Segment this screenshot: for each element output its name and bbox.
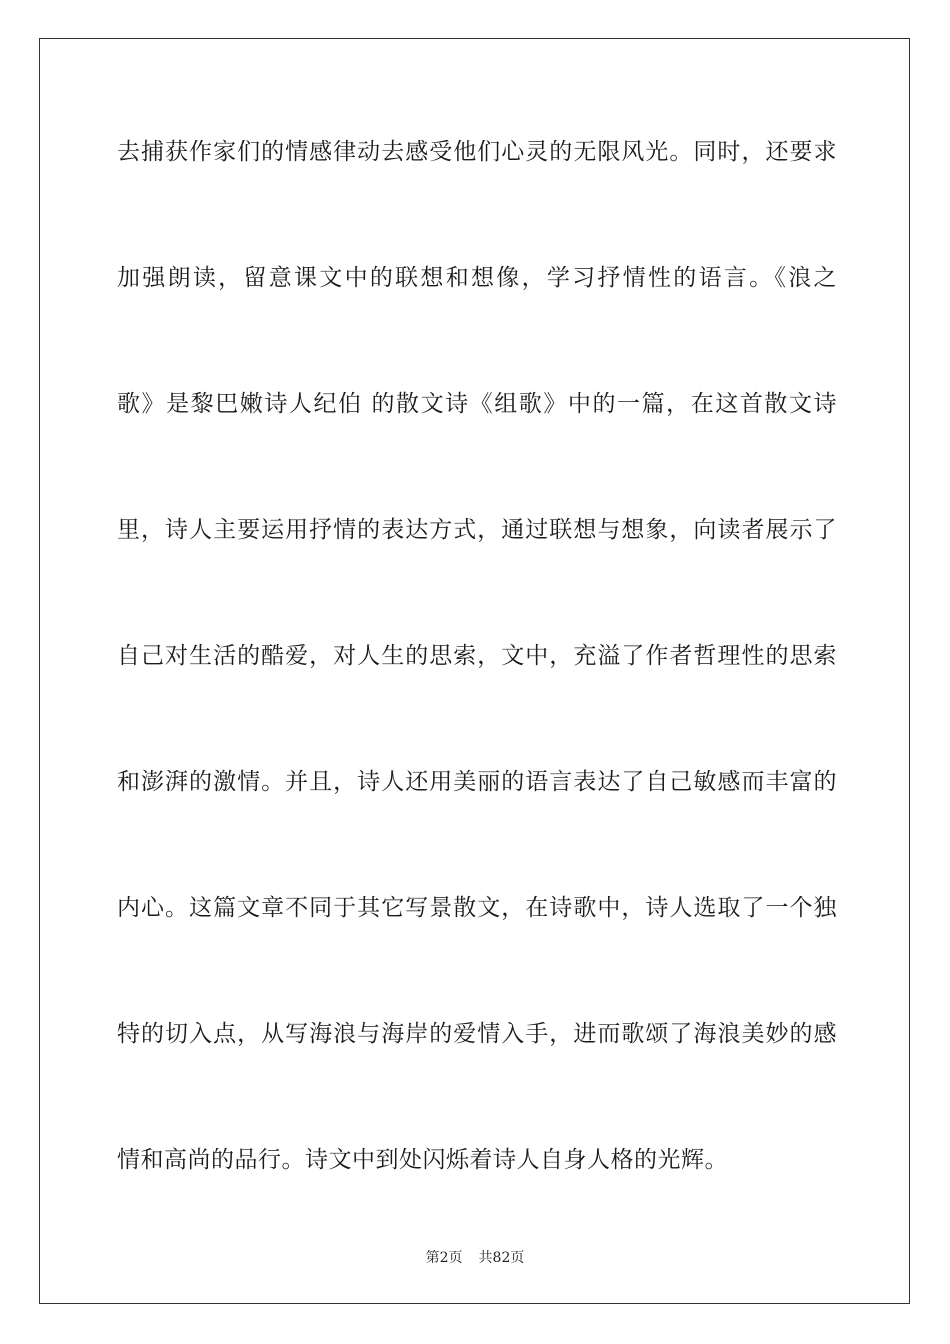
page-number: 第2页 [425, 1250, 463, 1266]
text-line: 特的切入点，从写海浪与海岸的爱情入手，进而歌颂了海浪美妙的感 [117, 1021, 837, 1047]
text-line: 内心。这篇文章不同于其它写景散文，在诗歌中，诗人选取了一个独 [117, 895, 837, 921]
text-line: 和澎湃的激情。并且，诗人还用美丽的语言表达了自己敏感而丰富的 [117, 769, 837, 795]
body-text [117, 128, 837, 1262]
text-line: 里，诗人主要运用抒情的表达方式，通过联想与想象，向读者展示了 [117, 517, 837, 543]
page-footer [0, 1247, 950, 1267]
text-line: 加强朗读，留意课文中的联想和想像，学习抒情性的语言。《浪之 [117, 265, 837, 291]
text-line: 情和高尚的品行。诗文中到处闪烁着诗人自身人格的光辉。 [117, 1147, 728, 1173]
text-line: 自己对生活的酷爱，对人生的思索，文中，充溢了作者哲理性的思索 [117, 643, 837, 669]
page-total: 共82页 [478, 1250, 525, 1266]
text-line: 歌》是黎巴嫩诗人纪伯 的散文诗《组歌》中的一篇，在这首散文诗 [117, 391, 837, 417]
text-line: 去捕获作家们的情感律动去感受他们心灵的无限风光。同时，还要求 [117, 139, 837, 165]
